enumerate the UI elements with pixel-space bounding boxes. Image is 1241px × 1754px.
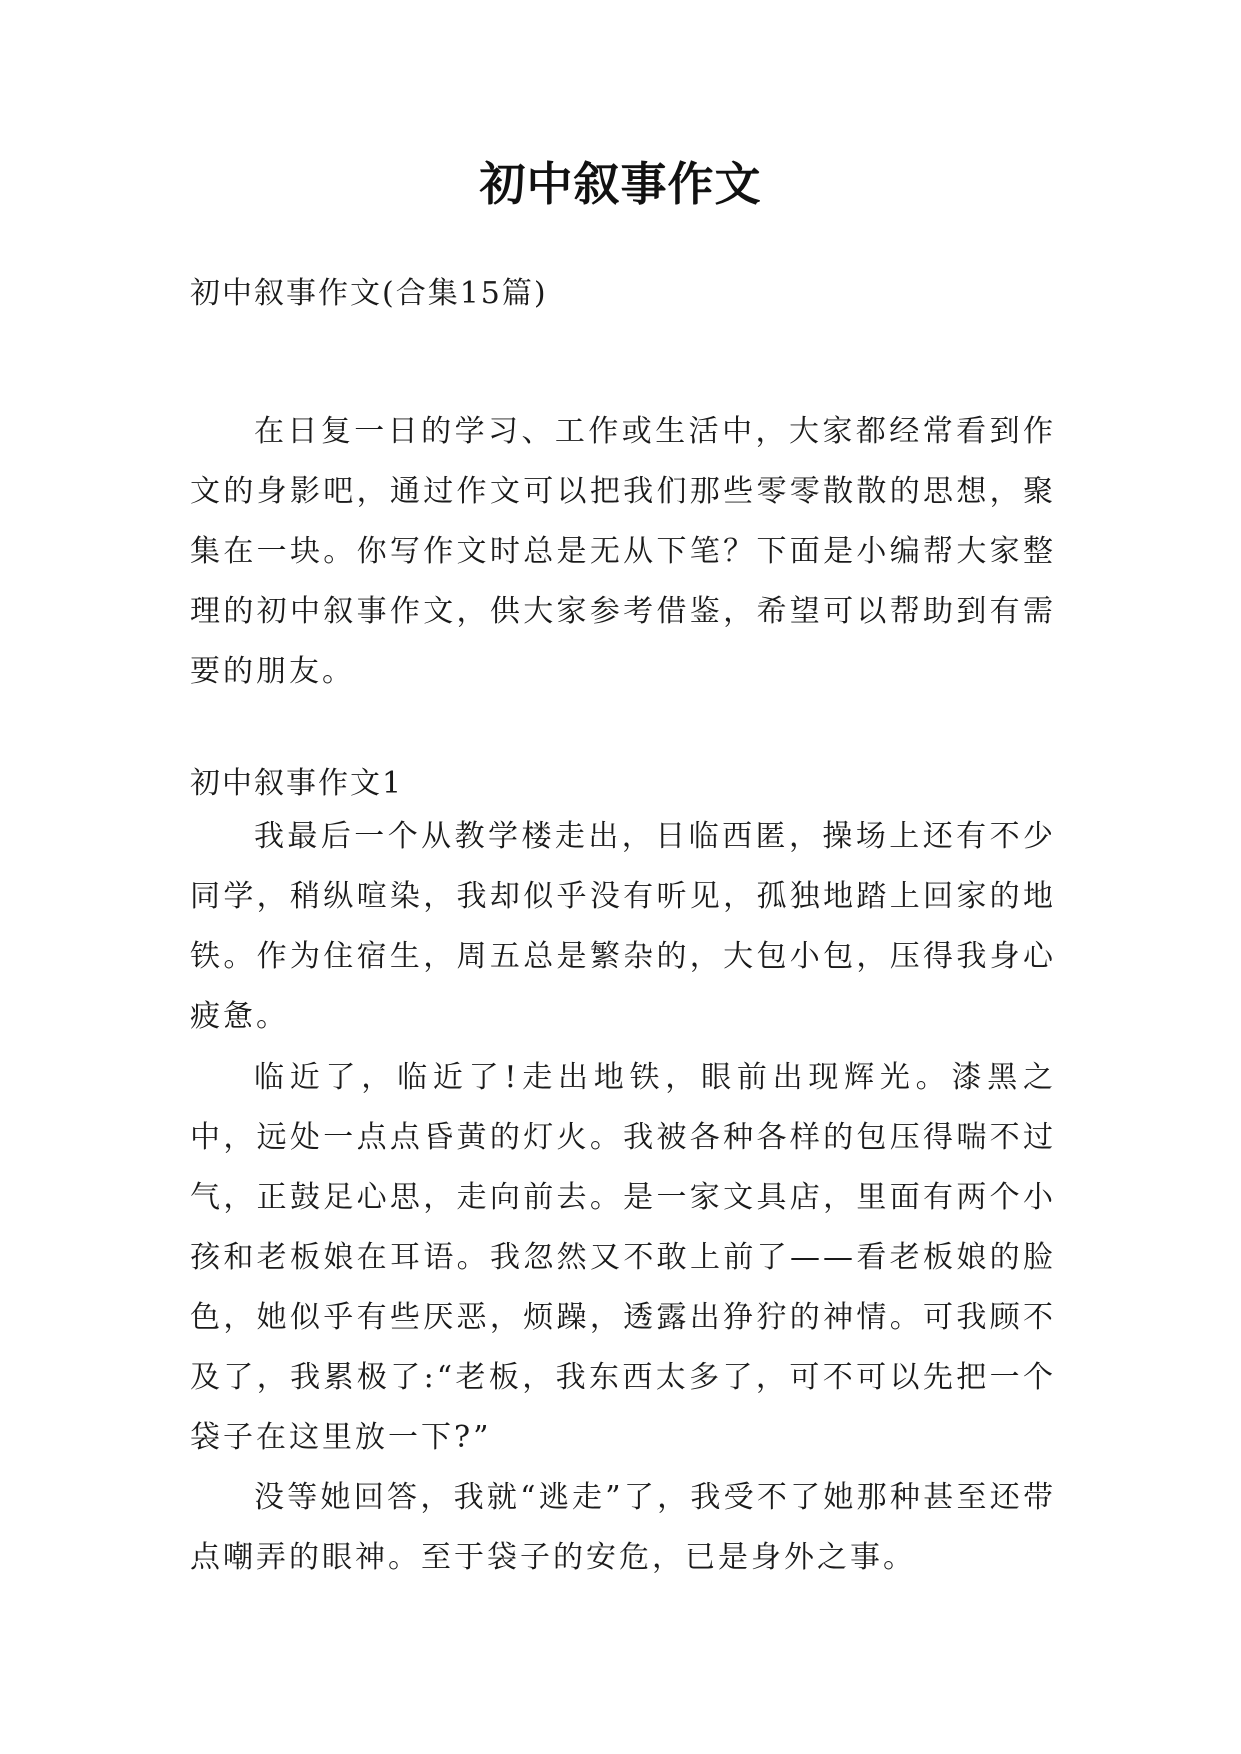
intro-paragraph: 在日复一日的学习、工作或生活中，大家都经常看到作文的身影吧，通过作文可以把我们那些零零散散的思想，聚集在一块。你写作文时总是无从下笔？下面是小编帮大家整理的初中叙事作文，供大家参考借鉴，希望可以帮助到有需要的朋友。 (190, 414, 1056, 689)
document-subtitle: 初中叙事作文(合集15篇) (190, 276, 548, 311)
body-paragraph: 没等她回答，我就“逃走”了，我受不了她那种甚至还带点嘲弄的眼神。至于袋子的安危，已是身外之事。 (190, 1480, 1056, 1575)
body-paragraph: 临近了，临近了!走出地铁，眼前出现辉光。漆黑之中，远处一点点昏黄的灯火。我被各种各样的包压得喘不过气，正鼓足心思，走向前去。是一家文具店，里面有两个小孩和老板娘在耳语。我忽然又不敢上前了——看老板娘的脸色，她似乎有些厌恶，烦躁，透露出狰狞的神情。可我顾不及了，我累极了:“老板，我东西太多了，可不可以先把一个袋子在这里放一下?” (190, 1060, 1056, 1455)
section-heading: 初中叙事作文1 (190, 766, 404, 801)
body-paragraph: 我最后一个从教学楼走出，日临西匿，操场上还有不少同学，稍纵喧染，我却似乎没有听见，孤独地踏上回家的地铁。作为住宿生，周五总是繁杂的，大包小包，压得我身心疲惫。 (190, 819, 1056, 1034)
document-title: 初中叙事作文 (479, 157, 762, 211)
